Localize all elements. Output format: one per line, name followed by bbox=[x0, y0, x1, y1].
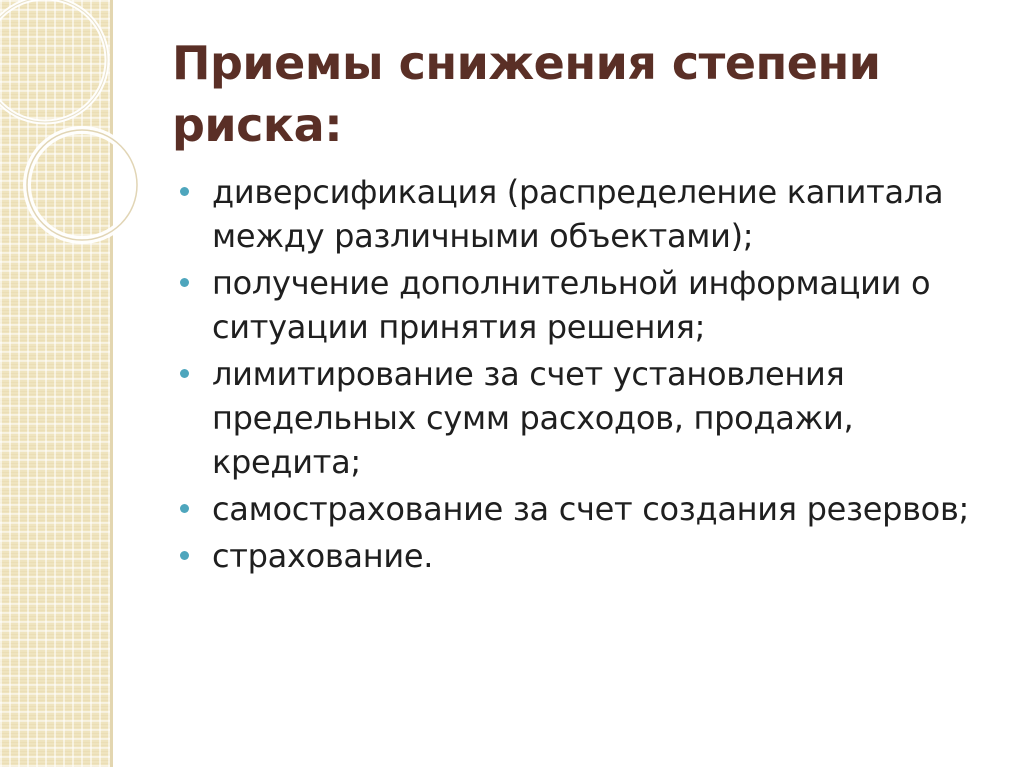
bullet-text: страхование. bbox=[212, 537, 434, 575]
bullet-dot-icon bbox=[180, 369, 189, 378]
bullet-text: получение дополнительной информации о ситуации принятия решения; bbox=[212, 264, 931, 346]
bullet-text: лимитирование за счет установления предельных сумм расходов, продажи, кредита; bbox=[212, 355, 854, 481]
bullet-text: самострахование за счет создания резервов; bbox=[212, 490, 969, 528]
slide-title: Приемы снижения степени риска: bbox=[172, 36, 881, 152]
bullet-dot-icon bbox=[180, 504, 189, 513]
bullet-dot-icon bbox=[180, 551, 189, 560]
bullet-text: диверсификация (распределение капитала между различными объектами); bbox=[212, 173, 944, 255]
bullet-dot-icon bbox=[180, 278, 189, 287]
bullet-item bbox=[180, 487, 1000, 531]
bullet-list bbox=[180, 170, 1000, 581]
bullet-item bbox=[180, 534, 1000, 578]
bullet-item bbox=[180, 170, 1000, 258]
bullet-dot-icon bbox=[180, 187, 189, 196]
bullet-item bbox=[180, 261, 1000, 349]
rings-icon bbox=[0, 0, 150, 260]
bullet-item bbox=[180, 352, 1000, 484]
